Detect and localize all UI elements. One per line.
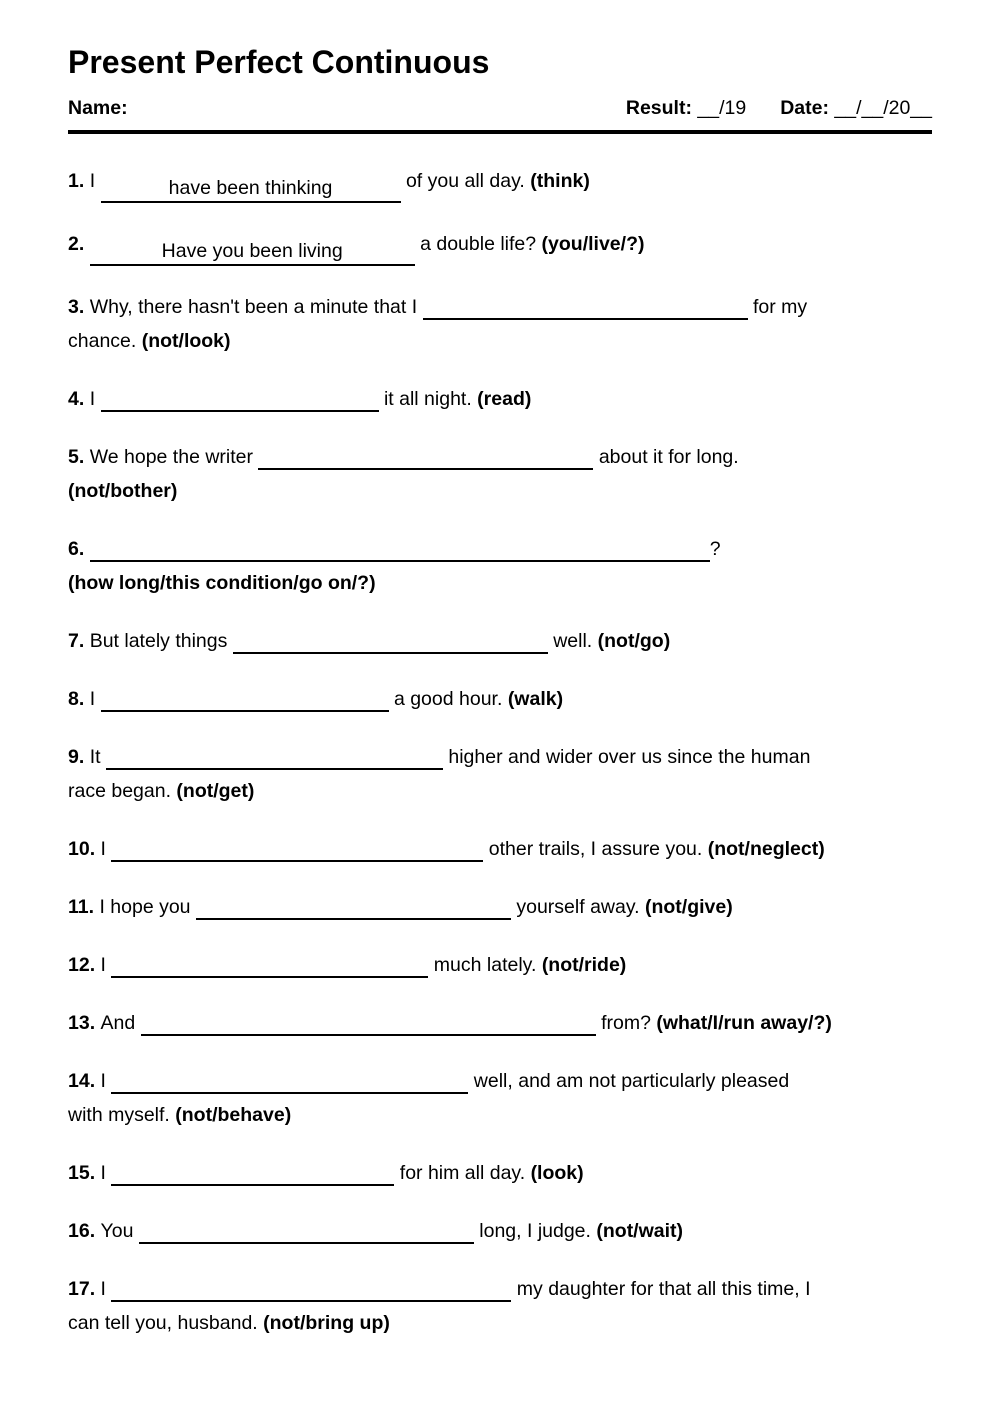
- question-text: higher and wider over us since the human: [442, 745, 811, 768]
- verb-hint: (think): [530, 169, 590, 192]
- answer-blank[interactable]: Have you been living: [90, 239, 415, 266]
- name-label: Name:: [68, 96, 128, 119]
- question-text: chance.: [68, 329, 142, 352]
- question-text: You: [100, 1219, 139, 1242]
- question-text: much lately.: [428, 953, 542, 976]
- verb-hint: (not/neglect): [707, 837, 825, 860]
- page-title: Present Perfect Continuous: [68, 44, 490, 80]
- question-text: it all night.: [378, 387, 478, 410]
- question-number: 11.: [68, 895, 100, 918]
- question-number: 13.: [68, 1011, 101, 1034]
- question-number: 10.: [68, 837, 101, 860]
- question-text: I: [100, 1161, 112, 1184]
- question-text: I: [89, 169, 101, 192]
- date-value: __/__/20__: [834, 96, 932, 119]
- result-label: Result:: [625, 96, 692, 119]
- result-field[interactable]: [626, 97, 746, 120]
- verb-hint: (read): [477, 387, 532, 410]
- answer-blank[interactable]: [90, 535, 710, 562]
- verb-hint: (not/wait): [596, 1219, 684, 1242]
- answer-blank[interactable]: have been thinking: [101, 176, 401, 203]
- question-item: [68, 832, 932, 866]
- question-text: for him all day.: [394, 1161, 531, 1184]
- question-text: It: [89, 745, 106, 768]
- question-text: I: [100, 1069, 112, 1092]
- answer-blank[interactable]: [141, 1009, 596, 1036]
- question-item: [68, 1006, 932, 1040]
- name-field[interactable]: [68, 97, 128, 120]
- question-number: 15.: [68, 1161, 101, 1184]
- date-label: Date:: [780, 96, 829, 119]
- question-item: [68, 1214, 932, 1248]
- question-item: [68, 740, 932, 808]
- questions-list: [68, 164, 932, 1340]
- score-date-area: [626, 97, 932, 120]
- answer-blank[interactable]: [111, 951, 428, 978]
- question-text: I: [89, 387, 101, 410]
- question-item: [68, 290, 932, 358]
- answer-blank[interactable]: [111, 1275, 511, 1302]
- question-text: other trails, I assure you.: [483, 837, 708, 860]
- question-item: [68, 227, 932, 266]
- question-number: 6.: [68, 537, 90, 560]
- question-item: [68, 624, 932, 658]
- question-text: We hope the writer: [89, 445, 259, 468]
- question-number: 3.: [68, 295, 90, 318]
- question-number: 16.: [68, 1219, 101, 1242]
- question-number: 7.: [68, 629, 90, 652]
- question-text: ?: [709, 537, 721, 560]
- verb-hint: (walk): [507, 687, 564, 710]
- verb-hint: (not/behave): [175, 1103, 292, 1126]
- verb-hint: (how long/this condition/go on/?): [68, 571, 376, 594]
- question-text: from?: [595, 1011, 657, 1034]
- question-number: 1.: [68, 169, 90, 192]
- question-text: I: [100, 837, 112, 860]
- date-field[interactable]: [780, 97, 932, 120]
- question-text: can tell you, husband.: [68, 1311, 264, 1334]
- question-text: well, and am not particularly pleased: [468, 1069, 790, 1092]
- verb-hint: (not/get): [176, 779, 255, 802]
- question-text: for my: [747, 295, 808, 318]
- question-text: I: [100, 1277, 112, 1300]
- question-text: a double life?: [414, 232, 542, 255]
- question-item: [68, 1064, 932, 1132]
- verb-hint: (not/bring up): [263, 1311, 390, 1334]
- verb-hint: (not/go): [597, 629, 671, 652]
- answer-blank[interactable]: [106, 743, 443, 770]
- question-number: 5.: [68, 445, 90, 468]
- verb-hint: (not/look): [141, 329, 231, 352]
- question-item: [68, 1156, 932, 1190]
- question-item: [68, 890, 932, 924]
- question-item: [68, 948, 932, 982]
- question-number: 9.: [68, 745, 90, 768]
- header-divider: [68, 130, 932, 134]
- question-text: I: [89, 687, 101, 710]
- question-text: long, I judge.: [473, 1219, 597, 1242]
- question-number: 2.: [68, 232, 90, 255]
- answer-blank[interactable]: [111, 835, 483, 862]
- question-text: my daughter for that all this time, I: [511, 1277, 811, 1300]
- verb-hint: (you/live/?): [541, 232, 645, 255]
- verb-hint: (look): [530, 1161, 584, 1184]
- question-item: [68, 1272, 932, 1340]
- question-number: 4.: [68, 387, 90, 410]
- answer-blank[interactable]: [111, 1159, 394, 1186]
- question-text: about it for long.: [593, 445, 739, 468]
- verb-hint: (not/give): [644, 895, 733, 918]
- question-item: [68, 440, 932, 508]
- answer-blank[interactable]: [196, 893, 511, 920]
- answer-blank[interactable]: [111, 1067, 468, 1094]
- verb-hint: (what/I/run away/?): [656, 1011, 832, 1034]
- question-number: 12.: [68, 953, 101, 976]
- question-text: I hope you: [99, 895, 196, 918]
- answer-blank[interactable]: [423, 293, 748, 320]
- question-number: 17.: [68, 1277, 101, 1300]
- question-text: of you all day.: [400, 169, 531, 192]
- question-number: 14.: [68, 1069, 101, 1092]
- answer-blank[interactable]: [101, 685, 389, 712]
- answer-blank[interactable]: [233, 627, 548, 654]
- question-text: with myself.: [68, 1103, 176, 1126]
- answer-blank[interactable]: [139, 1217, 474, 1244]
- question-number: 8.: [68, 687, 90, 710]
- result-value: __/19: [697, 96, 747, 119]
- question-item: [68, 532, 932, 600]
- question-item: [68, 682, 932, 716]
- question-text: a good hour.: [388, 687, 508, 710]
- question-text: I: [100, 953, 112, 976]
- question-text: well.: [547, 629, 598, 652]
- verb-hint: (not/bother): [68, 479, 178, 502]
- question-text: And: [100, 1011, 141, 1034]
- answer-blank[interactable]: [101, 385, 379, 412]
- question-item: [68, 164, 932, 203]
- verb-hint: (not/ride): [541, 953, 627, 976]
- question-item: [68, 382, 932, 416]
- question-text: Why, there hasn't been a minute that I: [89, 295, 423, 318]
- question-text: But lately things: [89, 629, 233, 652]
- question-text: race began.: [68, 779, 177, 802]
- question-text: yourself away.: [510, 895, 645, 918]
- answer-blank[interactable]: [258, 443, 593, 470]
- meta-row: [68, 97, 932, 120]
